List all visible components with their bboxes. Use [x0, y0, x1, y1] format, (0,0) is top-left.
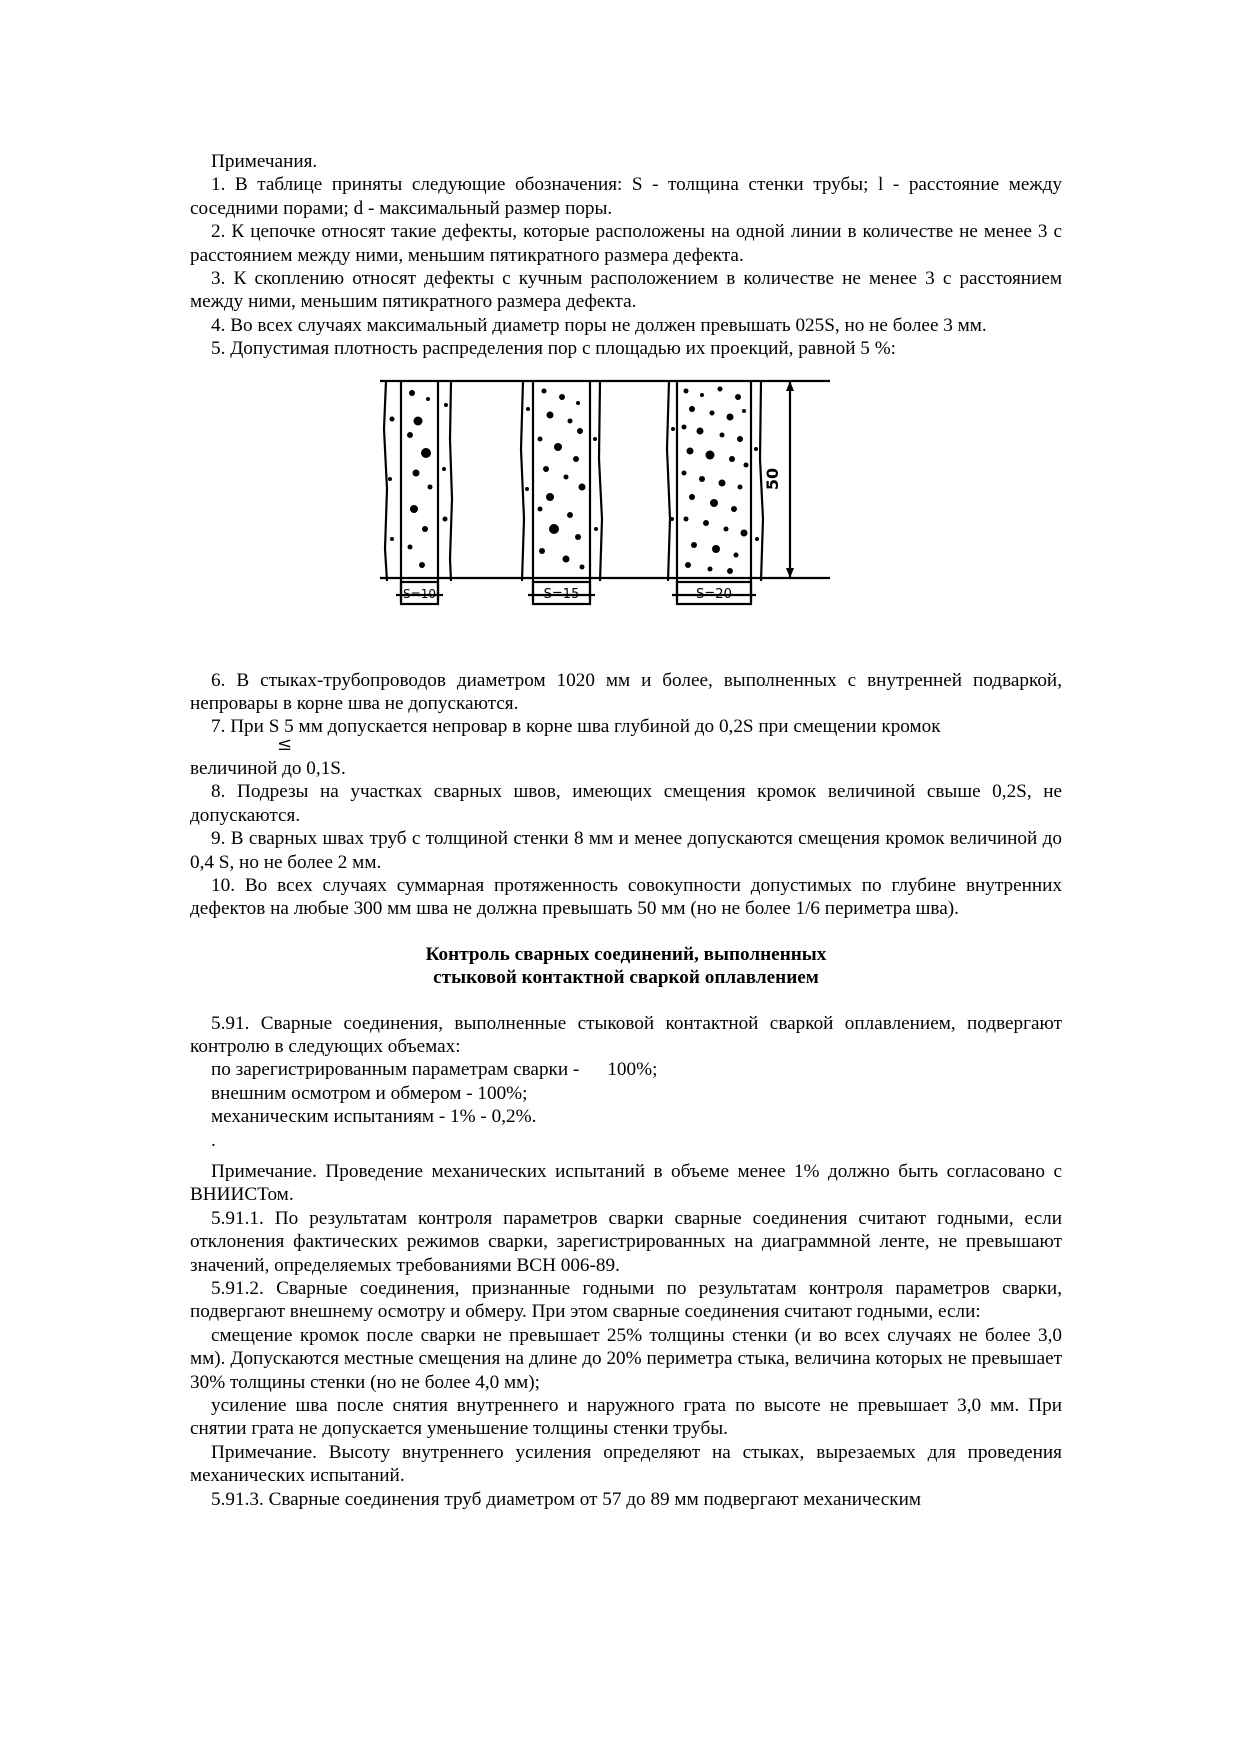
pore-density-drawing: [380, 369, 880, 649]
pores-strip-s15: [525, 388, 598, 569]
section-title-line1: Контроль сварных соединений, выполненных: [425, 943, 827, 965]
note-10: 10. Во всех случаях суммарная протяженность совокупности допустимых по глубине внутренних дефектов на любые 300 мм шва не должна превышать 50 мм (но не более 1/6 периметра шва).: [190, 874, 1062, 920]
pores-strip-s20: [670, 386, 759, 574]
list-item-registered-params-value: 100%;: [607, 1059, 658, 1081]
stray-dot: .: [211, 1129, 216, 1151]
note-1: 1. В таблице приняты следующие обозначения: S - толщина стенки трубы; l - расстояние между соседними порами; d - максимальный размер поры.: [190, 174, 1062, 219]
strip-s20: [667, 381, 763, 601]
strip-s15: [521, 381, 602, 601]
para-5-91-1: 5.91.1. По результатам контроля параметров сварки сварные соединения считают годными, если отклонения фактических режимов сварки, зарегистрированных на диаграммной ленте, не превышают значений, определяемых требованиями ВСН 006-89.: [190, 1207, 1062, 1276]
note-7: [190, 715, 1062, 780]
document-page: [190, 150, 1062, 1511]
notes-heading: Примечания.: [211, 151, 318, 172]
list-item-registered-params-label: по зарегистрированным параметрам сварки -: [211, 1059, 580, 1081]
list-item-registered-params: [190, 1058, 1062, 1081]
para-5-91: 5.91. Сварные соединения, выполненные стыковой контактной сваркой оплавлением, подвергают контролю в следующих объемах:: [190, 1012, 1062, 1057]
label-s20: S=20: [696, 586, 732, 602]
note-mechanical-tests: Примечание. Проведение механических испытаний в объеме менее 1% должно быть согласовано с ВНИИСТом.: [190, 1160, 1062, 1206]
note-5: 5. Допустимая плотность распределения пор с площадью их проекций, равной 5 %:: [211, 338, 897, 360]
note-8: 8. Подрезы на участках сварных швов, имеющих смещения кромок величиной свыше 0,2S, не допускаются.: [190, 781, 1062, 826]
note-7-line1: 7. При S 5 мм допускается непровар в корне шва глубиной до 0,2S при смещении кромок: [211, 716, 941, 738]
strip-s10-left-edge: [384, 381, 387, 581]
less-or-equal-symbol: ≤: [277, 734, 293, 756]
para-5-91-3: 5.91.3. Сварные соединения труб диаметром от 57 до 89 мм подвергают механическим: [211, 1488, 921, 1510]
note-2: 2. К цепочке относят такие дефекты, которые расположены на одной линии в количестве не менее 3 с расстоянием между ними, меньшим пятикратного размера дефекта.: [190, 221, 1062, 266]
note-internal-reinforcement: Примечание. Высоту внутреннего усиления определяют на стыках, вырезаемых для проведения механических испытаний.: [190, 1441, 1062, 1487]
strip-s15-left-edge: [521, 381, 524, 581]
para-reinforcement: усиление шва после снятия внутреннего и наружного грата по высоте не превышает 3,0 мм. При снятии грата не допускается уменьшение толщины стенки трубы.: [190, 1395, 1062, 1440]
note-7-line2: величиной до 0,1S.: [190, 757, 346, 779]
label-s15: S=15: [543, 586, 580, 602]
para-5-91-2: 5.91.2. Сварные соединения, признанные годными по результатам контроля параметров сварки, подвергают внешнему осмотру и обмеру. При этом сварные соединения считают годными, если:: [190, 1278, 1062, 1323]
note-9: 9. В сварных швах труб с толщиной стенки 8 мм и менее допускаются смещения кромок величиной до 0,4 S, но не более 2 мм.: [190, 828, 1062, 873]
pore-density-figure: [190, 361, 1062, 661]
para-edge-shift: смещение кромок после сварки не превышает 25% толщины стенки (и во всех случаях не более 3,0 мм). Допускаются местные смещения на длине до 20% периметра стыка, величина которых не превышает 30% толщины стенки (но не более 4,0 мм);: [190, 1324, 1062, 1393]
strip-s10: [384, 381, 452, 601]
list-item-mechanical-tests: механическим испытаниям - 1% - 0,2%.: [211, 1106, 537, 1128]
strip-s20-left-edge: [667, 381, 670, 581]
section-title-line2: стыковой контактной сваркой оплавлением: [433, 967, 819, 989]
note-3: 3. К скоплению относят дефекты с кучным расположением в количестве не менее 3 с расстоянием между ними, меньшим пятикратного размера дефекта.: [190, 268, 1062, 313]
dimension-label-50: 50: [763, 467, 782, 490]
strip-s15-right-edge: [599, 381, 602, 581]
strip-s10-right-edge: [450, 381, 452, 581]
list-item-visual-inspection: внешним осмотром и обмером - 100%;: [211, 1082, 528, 1104]
note-4: 4. Во всех случаях максимальный диаметр поры не должен превышать 025S, но не более 3 мм.: [211, 314, 987, 336]
label-s10: S=10: [403, 586, 436, 601]
note-6: 6. В стыках-трубопроводов диаметром 1020 мм и более, выполненных с внутренней подваркой, непровары в корне шва не допускаются.: [190, 669, 1062, 715]
